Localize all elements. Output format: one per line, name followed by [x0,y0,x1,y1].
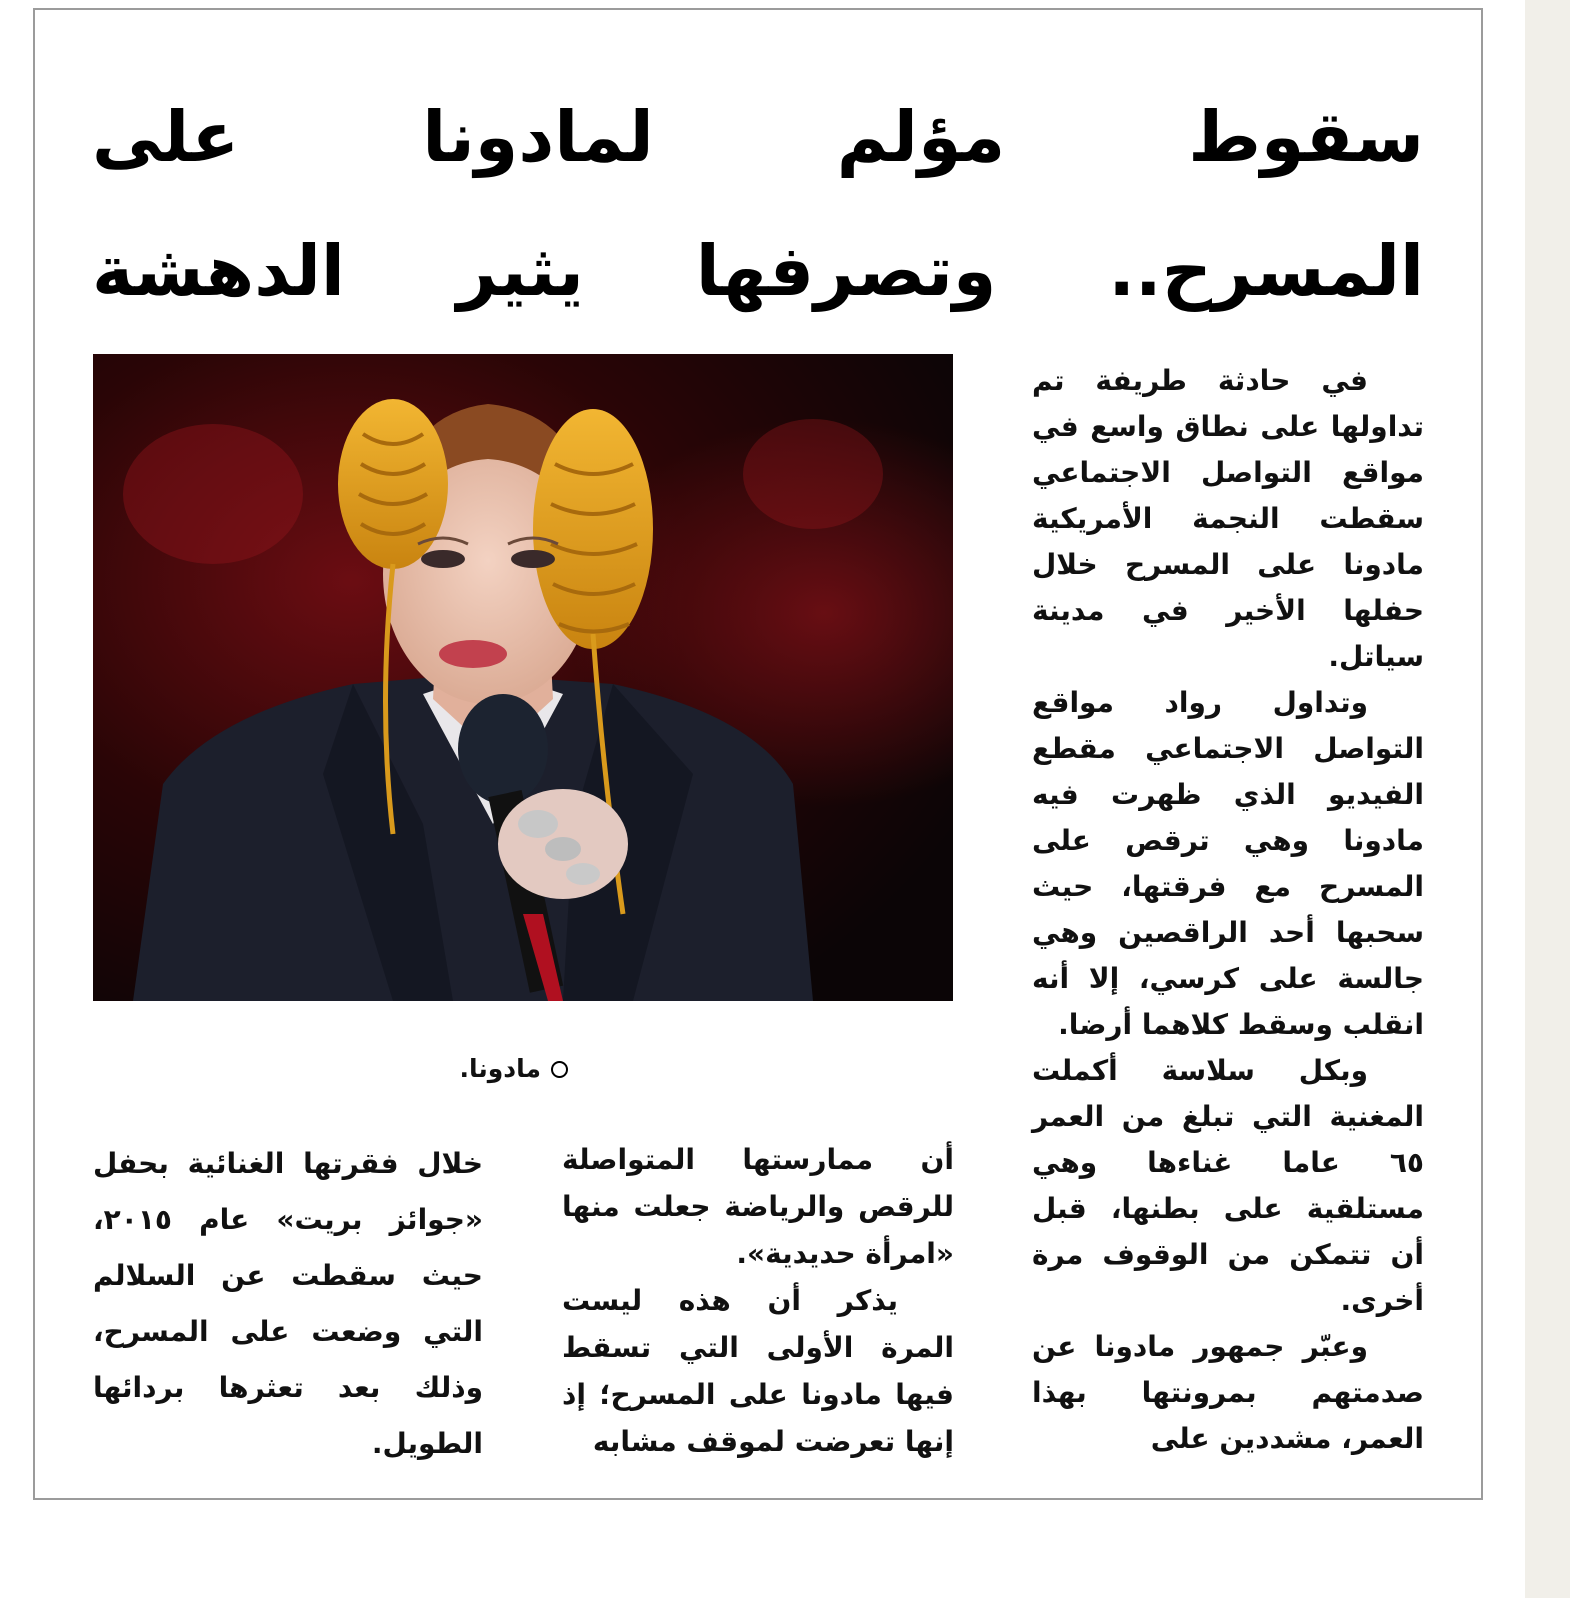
paragraph-1: في حادثة طريفة تم تداولها على نطاق واسع في مواقع التواصل الاجتماعي سقطت النجمة الأمريكية مادونا على المسرح خلال حفلها الأخير في مدينة سياتل. [1032,364,1424,673]
paragraph-6: يذكر أن هذه ليست المرة الأولى التي تسقط فيها مادونا على المسرح؛ إذ إنها تعرضت لموقف مشابه [562,1284,954,1458]
article-column-right [1032,358,1424,1462]
paragraph-5: أن ممارستها المتواصلة للرقص والرياضة جعلت منها «امرأة حديدية». [562,1143,954,1270]
photo-caption-text: مادونا. [459,1054,541,1083]
headline [92,70,1424,338]
headline-line-2: المسرح.. وتصرفها يثير الدهشة [92,230,1424,312]
caption-bullet-icon [551,1061,568,1078]
article-column-middle [562,1136,954,1465]
paragraph-2: وتداول رواد مواقع التواصل الاجتماعي مقطع الفيديو الذي ظهرت فيه مادونا وهي ترقص على المسرح مع فرقتها، حيث سحبها أحد الراقصين وهي جالسة على كرسي، إلا أنه انقلب وسقط كلاهما أرضا. [1032,686,1424,1041]
singer-photo-illustration [93,354,953,1001]
article-photo [93,354,953,1001]
article-column-left [93,1136,483,1472]
paragraph-7: خلال فقرتها الغنائية بحفل «جوائز بريت» عام ٢٠١٥، حيث سقطت عن السلالم التي وضعت على المسرح، وذلك بعد تعثرها بردائها الطويل. [93,1147,483,1460]
paragraph-3: وبكل سلاسة أكملت المغنية التي تبلغ من العمر ٦٥ عاما غناءها وهي مستلقية على بطنها، قبل أن تتمكن من الوقوف مرة أخرى. [1032,1054,1424,1317]
page-margin [1525,0,1570,1598]
headline-line-1: سقوط مؤلم لمادونا على [92,96,1424,178]
photo-caption [420,1051,568,1087]
paragraph-4: وعبّر جمهور مادونا عن صدمتهم بمرونتها بهذا العمر، مشددين على [1032,1330,1424,1455]
